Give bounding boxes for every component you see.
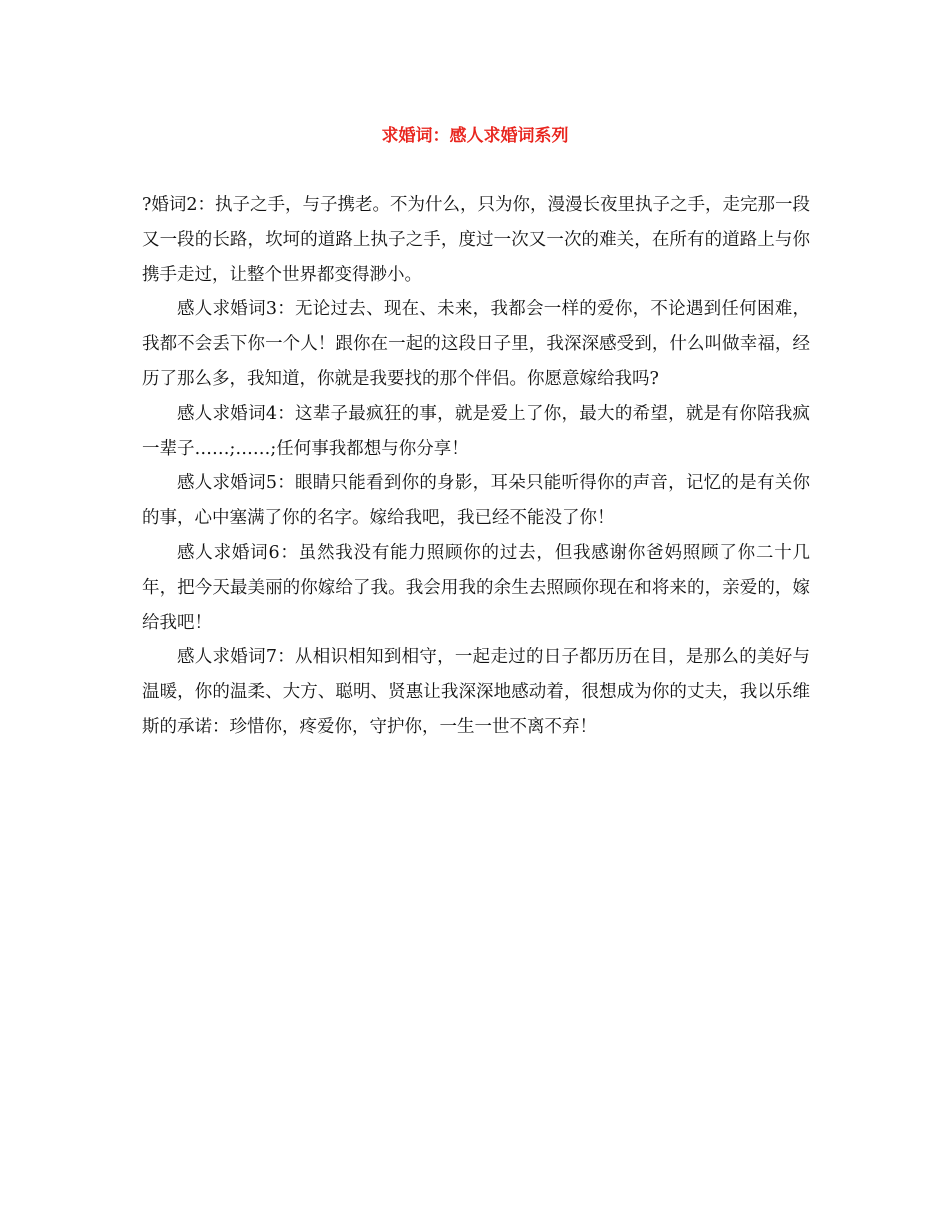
paragraph-proposal-2: ?婚词2：执子之手，与子携老。不为什么，只为你，漫漫长夜里执子之手，走完那一段又一段的长路，坎坷的道路上执子之手，度过一次又一次的难关，在所有的道路上与你携手走过，让整个世界都变得渺小。	[142, 195, 811, 285]
document-title: 求婚词：感人求婚词系列	[381, 126, 569, 146]
paragraph-proposal-6: 感人求婚词6：虽然我没有能力照顾你的过去，但我感谢你爸妈照顾了你二十几年，把今天最美丽的你嫁给了我。我会用我的余生去照顾你现在和将来的，亲爱的，嫁给我吧！	[142, 542, 810, 633]
paragraph-proposal-4: 感人求婚词4：这辈子最疯狂的事，就是爱上了你，最大的希望，就是有你陪我疯一辈子……;……;任何事我都想与你分享！	[142, 403, 810, 459]
document-body	[142, 188, 810, 745]
paragraph-proposal-5: 感人求婚词5：眼睛只能看到你的身影，耳朵只能听得你的声音，记忆的是有关你的事，心中塞满了你的名字。嫁给我吧，我已经不能没了你！	[142, 473, 810, 529]
paragraph-proposal-3: 感人求婚词3：无论过去、现在、未来，我都会一样的爱你，不论遇到任何困难，我都不会丢下你一个人！跟你在一起的这段日子里，我深深感受到，什么叫做幸福，经历了那么多，我知道，你就是我要找的那个伴侣。你愿意嫁给我吗?	[142, 299, 810, 389]
paragraph-proposal-7: 感人求婚词7：从相识相知到相守，一起走过的日子都历历在目，是那么的美好与温暖，你的温柔、大方、聪明、贤惠让我深深地感动着，很想成为你的丈夫，我以乐维斯的承诺：珍惜你，疼爱你，守护你，一生一世不离不弃！	[142, 647, 810, 737]
